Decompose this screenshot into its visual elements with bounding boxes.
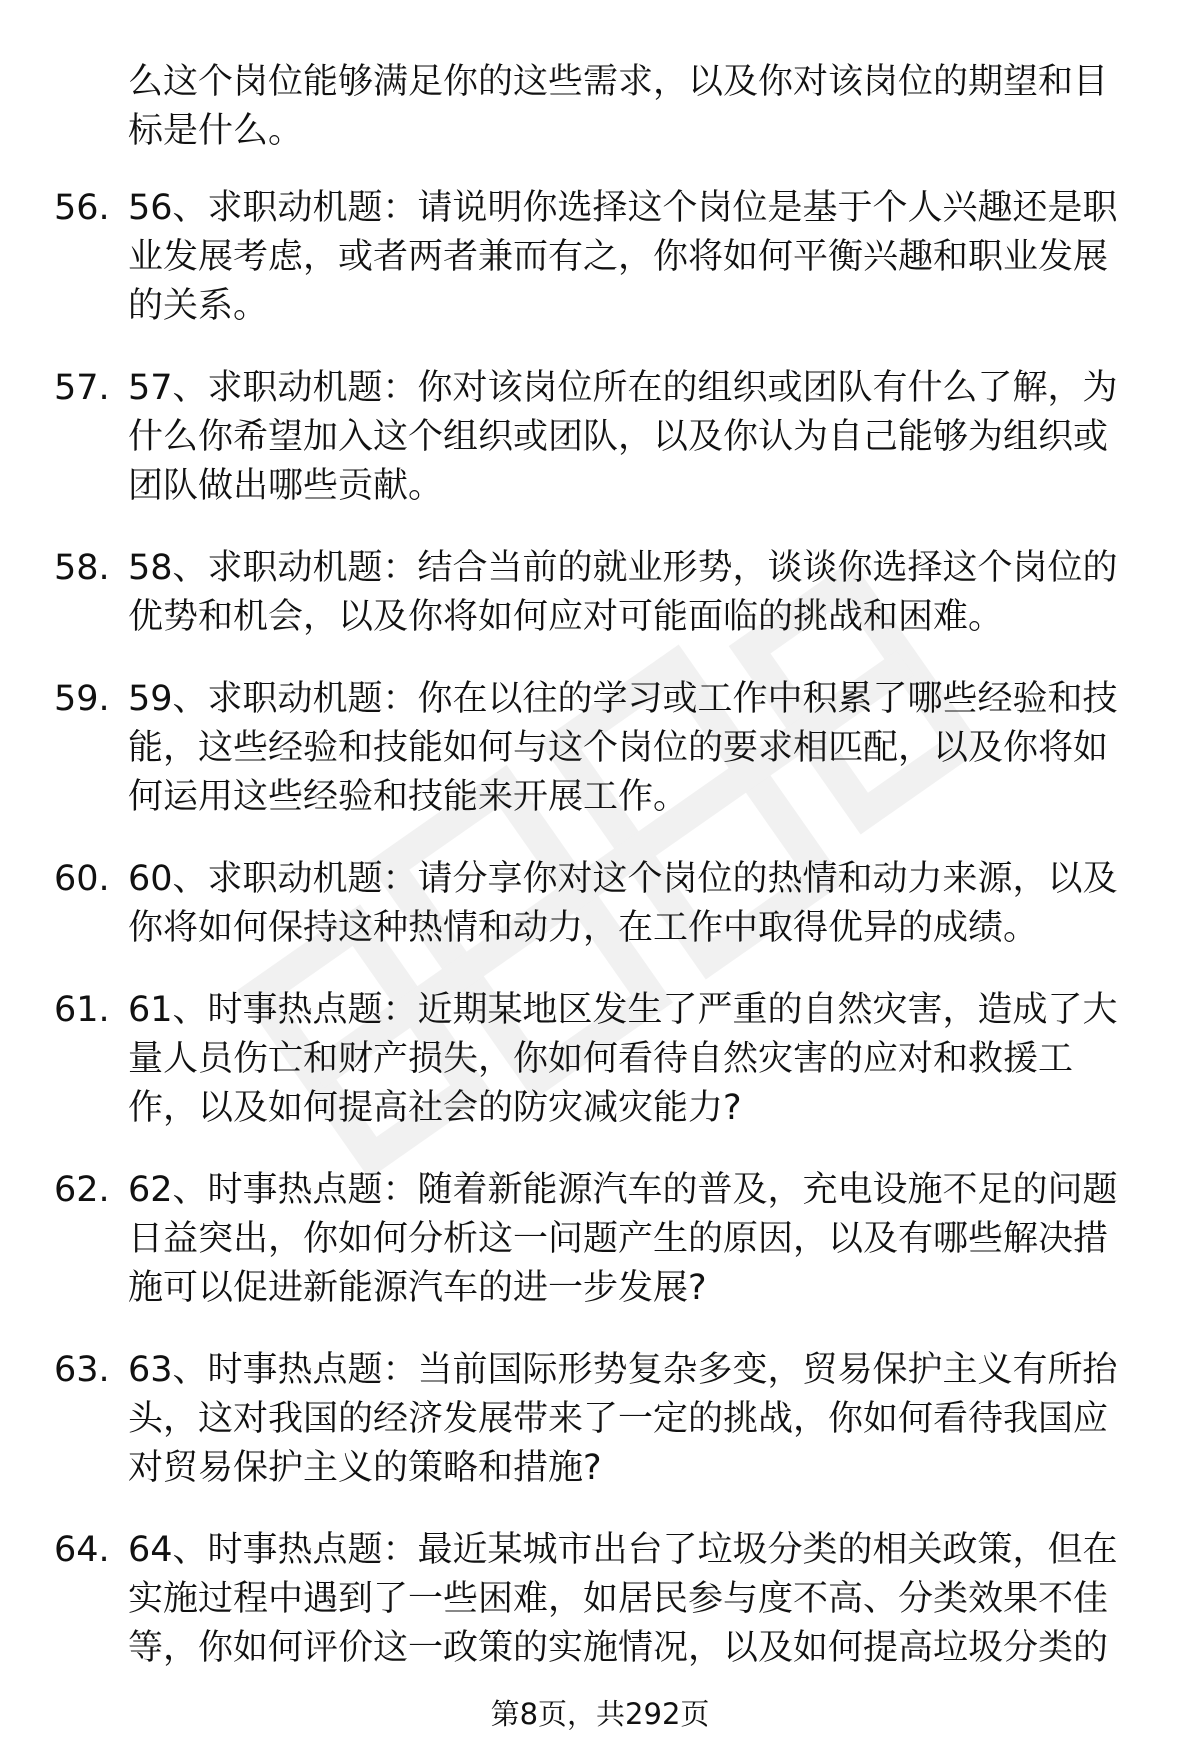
list-item-text: 59、求职动机题：你在以往的学习或工作中积累了哪些经验和技能，这些经验和技能如何与这个岗位的要求相匹配，以及你将如何运用这些经验和技能来开展工作。 — [128, 679, 1118, 817]
list-item-text: 56、求职动机题：请说明你选择这个岗位是基于个人兴趣还是职业发展考虑，或者两者兼而有之，你将如何平衡兴趣和职业发展的关系。 — [128, 188, 1118, 326]
list-item-number: 60. — [54, 859, 110, 899]
page-footer: 第8页，共292页 — [490, 1697, 710, 1731]
list-item-text: 60、求职动机题：请分享你对这个岗位的热情和动力来源，以及你将如何保持这种热情和动力，在工作中取得优异的成绩。 — [128, 859, 1118, 948]
list-item-number: 57. — [54, 368, 110, 408]
list-item-number: 56. — [54, 188, 110, 228]
list-item-text: 63、时事热点题：当前国际形势复杂多变，贸易保护主义有所抬头，这对我国的经济发展带来了一定的挑战，你如何看待我国应对贸易保护主义的策略和措施? — [128, 1350, 1118, 1488]
list-item-number: 64. — [54, 1530, 110, 1570]
list-item-number: 62. — [54, 1170, 110, 1210]
list-item-text: 58、求职动机题：结合当前的就业形势，谈谈你选择这个岗位的优势和机会，以及你将如何应对可能面临的挑战和困难。 — [128, 548, 1118, 637]
list-item-text: 64、时事热点题：最近某城市出台了垃圾分类的相关政策，但在实施过程中遇到了一些困难，如居民参与度不高、分类效果不佳等，你如何评价这一政策的实施情况，以及如何提高垃圾分类的 — [128, 1530, 1118, 1668]
list-item-text: 62、时事热点题：随着新能源汽车的普及，充电设施不足的问题日益突出，你如何分析这一问题产生的原因，以及有哪些解决措施可以促进新能源汽车的进一步发展? — [128, 1170, 1118, 1308]
list-item — [0, 986, 1200, 1133]
list-item — [0, 1526, 1200, 1673]
list-item — [0, 675, 1200, 822]
list-item-number: 58. — [54, 548, 110, 588]
list-item — [0, 1346, 1200, 1493]
list-item — [0, 184, 1200, 331]
list-item-number: 63. — [54, 1350, 110, 1390]
list-item-text: 57、求职动机题：你对该岗位所在的组织或团队有什么了解，为什么你希望加入这个组织或团队，以及你认为自己能够为组织或团队做出哪些贡献。 — [128, 368, 1118, 506]
list-item — [0, 855, 1200, 953]
list-item — [0, 364, 1200, 511]
list-item-number: 61. — [54, 990, 110, 1030]
intro-paragraph: 么这个岗位能够满足你的这些需求，以及你对该岗位的期望和目标是什么。 — [128, 62, 1109, 151]
list-item-text: 61、时事热点题：近期某地区发生了严重的自然灾害，造成了大量人员伤亡和财产损失，你如何看待自然灾害的应对和救援工作，以及如何提高社会的防灾减灾能力? — [128, 990, 1118, 1128]
list-item — [0, 544, 1200, 642]
question-list — [0, 184, 1200, 1706]
list-item — [0, 1166, 1200, 1313]
list-item-number: 59. — [54, 679, 110, 719]
